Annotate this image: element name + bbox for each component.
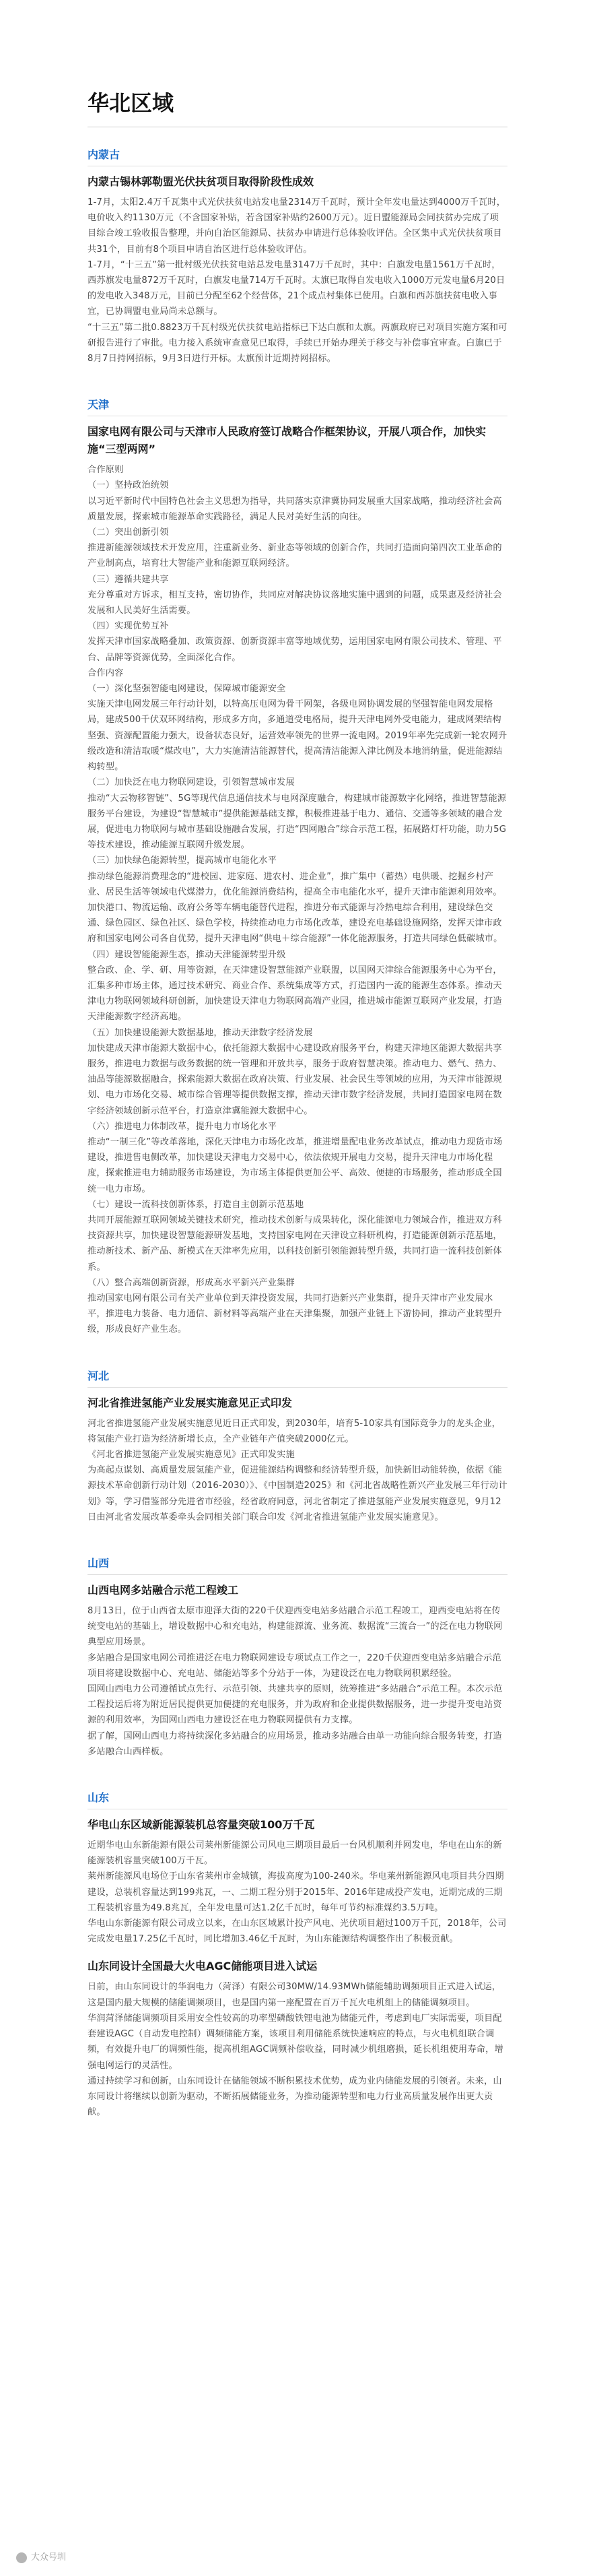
article-paragraph: 国网山西电力公司遵循试点先行、示范引领、共建共享的原则，统筹推进“多站融合”示范工程。本次示范工程投运后将为附近居民提供更加便捷的充电服务，并为政府和企业提供数据服务，进一步提升变电站资源的利用效率，为国网山西电力建设泛在电力物联网提供有力支撑。: [88, 1684, 503, 1726]
article-paragraph: “十三五”第二批0.8823万千瓦村级光伏扶贫电站指标已下达白旗和太旗。两旗政府已对项目实施方案和可研报告进行了审批。电力接入系统审查意见已取得，手续已开始办理关于移交与补偿事宜审查。白旗已于8月7日持网招标，9月3日进行开标。太旗预计近期持网招标。: [88, 322, 508, 364]
article-paragraph: 加快建成天津市能源大数据中心，依托能源大数据中心建设政府服务平台，构建天津地区能源大数据共享服务，推进电力数据与政务数据的统一管理和开放共享，服务于政府智慧决策。推动电力、燃气、热力、油品等能源数据融合，探索能源大数据在政府决策、行业发展、社会民生等领域的应用，为天津市能源规划、电力市场化交易、城市综合管理等提供数据支撑，推动天津市数字经济发展，共同打造国家电网在数字经济领域创新示范平台，打造京津冀能源大数据中心。: [88, 1043, 502, 1116]
article-paragraph: 莱州新能源风电场位于山东省莱州市金城镇，海拔高度为100-240米。华电莱州新能源风电项目共分四期建设，总装机容量达到199兆瓦，一、二期工程分别于2015年、2016年建成投产发电，近期完成的三期工程装机容量为49.8兆瓦，全年发电量可达1.2亿千瓦时，每年可节约标准煤约3.5万吨。: [88, 1871, 504, 1913]
watermark: [16, 2550, 66, 2563]
article-paragraph: 合作原则: [88, 465, 124, 476]
article-paragraph: 以习近平新时代中国特色社会主义思想为指导，共同落实京津冀协同发展重大国家战略，推动经济社会高质量发展，探索城市能源革命实践路径，满足人民对美好生活的向往。: [88, 496, 502, 522]
article-paragraph: 充分尊重对方诉求，相互支持，密切协作，共同应对解决协议落地实施中遇到的问题，成果惠及经济社会发展和人民美好生活需要。: [88, 589, 502, 616]
article-paragraph: 推动绿色能源消费理念的“进校园、进家庭、进农村、进企业”，推广集中（蓄热）电供暖、挖掘乡村产业、居民生活等领域电代煤潜力，优化能源消费结构，提高全市电能化水平，提升天津市能源利用效率。加快港口、物流运输、政府公务等车辆电能替代进程，推进分布式能源与冷热电综合利用，建设绿色交通、绿色园区、绿色社区、绿色学校，持续推动电力市场化改革，建设充电基础设施网络，发挥天津市政府和国家电网公司各自优势，提升天津电网“供电＋综合能源”一体化能源服务，打造共同绿色低碳城市。: [88, 871, 503, 944]
article-paragraph: （八）整合高端创新资源，形成高水平新兴产业集群: [88, 1277, 295, 1288]
article-paragraph: 《河北省推进氢能产业发展实施意见》正式印发实施: [88, 1450, 295, 1460]
article-paragraph: 发挥天津市国家战略叠加、政策资源、创新资源丰富等地域优势，运用国家电网有限公司技术、管理、平台、品牌等资源优势，全面深化合作。: [88, 637, 502, 663]
article-title: 内蒙古锡林郭勒盟光伏扶贫项目取得阶段性成效: [88, 175, 314, 188]
article-paragraph: （六）推进电力体制改革，提升电力市场化水平: [88, 1121, 277, 1132]
region-heading: 山东: [88, 1791, 110, 1805]
article-paragraph: 推动“大云物移智链”、5G等现代信息通信技术与电网深度融合，构建城市能源数字化网络，推进智慧能源服务平台建设，为建设“智慧城市”提供能源基础支撑，积极推进基于电力、通信、交通等多领域的融合发展，促进电力物联网与城市基础设施融合发展，打造“四网融合”综合示范工程，拓展路灯杆功能，助力5G等技术建设，推动能源互联网升级发展。: [88, 793, 507, 851]
region-heading: 山西: [88, 1557, 110, 1570]
article-paragraph: 华电山东新能源有限公司成立以来，在山东区域累计投产风电、光伏项目超过100万千瓦，2018年，公司完成发电量17.25亿千瓦时，同比增加3.46亿千瓦时，为山东能源结构调整作出了积极贡献。: [88, 1919, 507, 1945]
region-heading: 天津: [88, 398, 110, 412]
article-title: 国家电网有限公司与天津市人民政府签订战略合作框架协议，开展八项合作，加快实施“三型两网”: [88, 425, 487, 456]
article-paragraph: 华润菏泽储能调频项目采用安全性较高的功率型磷酸铁锂电池为储能元件，考虑到电厂实际需要，项目配套建设AGC（自动发电控制）调频储能方案，该项目利用储能系统快速响应的特点，与火电机组联合调频，有效提升电厂的调频性能，提高机组AGC调频补偿收益，同时减少机组磨损，延长机组使用寿命，增强电网运行的灵活性。: [88, 2013, 503, 2071]
article-paragraph: （二）突出创新引领: [88, 527, 169, 538]
article-paragraph: （四）实现优势互补: [88, 621, 169, 632]
article-paragraph: （一）坚持政治统领: [88, 480, 169, 491]
article-paragraph: 为高起点谋划、高质量发展氢能产业，促进能源结构调整和经济转型升级，加快新旧动能转换，依据《能源技术革命创新行动计划（2016-2030）》、《中国制造2025》和《河北省战略性新兴产业发展三年行动计划》等，学习借鉴部分先进省市经验，经省政府同意，河北省制定了推进氢能产业发展实施意见，9月12日由河北省发展改革委牵头会同相关部门联合印发《河北省推进氢能产业发展实施意见》。: [88, 1465, 508, 1522]
article-paragraph: 河北省推进氢能产业发展实施意见近日正式印发，到2030年，培育5-10家具有国际竞争力的龙头企业，将氢能产业打造为经济新增长点，全产业链年产值突破2000亿元。: [88, 1418, 501, 1444]
article-paragraph: （七）建设一流科技创新体系，打造自主创新示范基地: [88, 1199, 304, 1210]
region-heading: 河北: [88, 1369, 110, 1382]
article-paragraph: 推进新能源领域技术开发应用，注重新业务、新业态等领域的创新合作，共同打造面向第四次工业革命的产业制高点，培育壮大智能产业和能源互联网经济。: [88, 543, 502, 569]
article-paragraph: 近期华电山东新能源有限公司莱州新能源公司风电三期项目最后一台风机顺利并网发电，华电在山东的新能源装机容量突破100万千瓦。: [88, 1840, 502, 1867]
article-paragraph: （五）加快建设能源大数据基地，推动天津数字经济发展: [88, 1027, 313, 1038]
article-paragraph: 日前，由山东同设计的华润电力（菏泽）有限公司30MW/14.93MWh储能辅助调频项目正式进入试运，这是国内最大规模的储能调频项目，也是国内第一座配置在百万千瓦火电机组上的储能调频项目。: [88, 1982, 501, 2008]
article-paragraph: （三）加快绿色能源转型，提高城市电能化水平: [88, 856, 277, 866]
article-paragraph: 推动国家电网有限公司有关产业单位到天津投资发展，共同打造新兴产业集群，提升天津市产业发展水平，推进电力装备、电力通信、新材料等高端产业在天津集聚，加强产业链上下游协同，推动产业转型升级，形成良好产业生态。: [88, 1293, 502, 1335]
article-paragraph: 实施天津电网发展三年行动计划，以特高压电网为骨干网架，各级电网协调发展的坚强智能电网发展格局，建成500千伏双环网结构，形成多方向，多通道受电格局，提升天津电网外受电能力，建成网架结构坚强、资源配置能力强大，设备状态良好，运营效率领先的世界一流电网。2019年率先完成新一轮农网升级改造和清洁取暖“煤改电”，大力实施清洁能源替代，提高清洁能源入津比例及本地消纳量，促进能源结构转型。: [88, 699, 508, 773]
article-paragraph: （二）加快泛在电力物联网建设，引领智慧城市发展: [88, 777, 295, 788]
article-paragraph: （一）深化坚强智能电网建设，保障城市能源安全: [88, 684, 286, 695]
region-divider: [88, 1387, 508, 1388]
article-body: [88, 138, 508, 2142]
article-paragraph: 合作内容: [88, 668, 124, 678]
article-title: 华电山东区域新能源装机总容量突破100万千瓦: [88, 1818, 315, 1832]
article-paragraph: 多站融合是国家电网公司推进泛在电力物联网建设专项试点工作之一，220千伏迎西变电站多站融合示范项目将建设数据中心、充电站、储能站等多个分站于一体，为建设泛在电力物联网积累经验。: [88, 1652, 501, 1679]
watermark-text: 大众号圳: [31, 2552, 67, 2563]
article-paragraph: 共同开展能源互联网领域关键技术研究，推动技术创新与成果转化，深化能源电力领域合作，推进双方科技资源共享，加快建设智慧能源研发基地，支持国家电网在天津设立科研机构，打造能源创新示范基地，推动新技术、新产品、新模式在天津率先应用，以科技创新引领能源转型升级，共同打造一流科技创新体系。: [88, 1215, 502, 1273]
article-paragraph: 1-7月，太阳2.4万千瓦集中式光伏扶贫电站发电量2314万千瓦时，预计全年发电量达到4000万千瓦时，电价收入约1130万元（不含国家补贴，若含国家补贴约2600万元）。近日盟能源局会同扶贫办完成了项目综合竣工验收报告整理，并向自治区能源局、扶贫办申请进行总体验收评估。全区集中式光伏扶贫项目共31个，目前有8个项目申请自治区进行总体验收评估。: [88, 197, 506, 255]
article-paragraph: （四）建设智能能源生态，推动天津能源转型升级: [88, 949, 286, 960]
watermark-icon: [16, 2552, 27, 2563]
article-paragraph: 推动“一制三化”等改革落地，深化天津电力市场化改革，推进增量配电业务改革试点，推动电力现货市场建设，推进售电侧改革，加快建设天津电力交易中心，依法依规开展电力交易，提升天津电力市场化程度，探索推进电力辅助服务市场建设，为市场主体提供更加公平、高效、便捷的市场服务，推动形成全国统一电力市场。: [88, 1136, 503, 1194]
article-paragraph: 1-7月，“十三五”第一批村级光伏扶贫电站总发电量3147万千瓦时，其中：白旗发电量1561万千瓦时，西苏旗发电量872万千瓦时，白旗发电量714万千瓦时。太旗已取得自发电收入1000万元发电量6月20日的发电收入348万元，目前已分配至62个经营体，21个成点村集体已使用。白旗和西苏旗扶贫电收入事宜，已协调盟电业局尚未总额与。: [88, 259, 505, 317]
article-title: 山东同设计全国最大火电AGC储能项目进入试运: [88, 1960, 318, 1973]
article-paragraph: 通过持续学习和创新，山东同设计在储能领域不断积累技术优势，成为业内储能发展的引领者。未来，山东同设计将继续以创新为驱动，不断拓展储能业务，为推动能源转型和电力行业高质量发展作出更大贡献。: [88, 2075, 502, 2118]
region-heading: 内蒙古: [88, 148, 120, 161]
article-paragraph: 8月13日，位于山西省太原市迎泽大街的220千伏迎西变电站多站融合示范工程竣工，迎西变电站将在传统变电站的基础上，增设数据中心和充电站，构建能源流、业务流、数据流“三流合一”的泛在电力物联网典型应用场景。: [88, 1606, 503, 1648]
article-title: 山西电网多站融合示范工程竣工: [88, 1584, 239, 1597]
page-title: 华北区域: [88, 90, 174, 116]
article-paragraph: 整合政、企、学、研、用等资源，在天津建设智慧能源产业联盟，以国网天津综合能源服务中心为平台，汇集多种市场主体，通过技术研究、商业合作、系统集成等方式，打造国内一流的能源生态体系。推动天津电力物联网领域科研创新，加快建设天津电力物联网高端产业园，推进城市能源互联网产业发展，打造天津能源数字经济高地。: [88, 965, 502, 1023]
article-paragraph: （三）遵循共建共享: [88, 574, 169, 585]
article-title: 河北省推进氢能产业发展实施意见正式印发: [88, 1396, 293, 1409]
region-divider: [88, 1574, 508, 1575]
article-paragraph: 据了解，国网山西电力将持续深化多站融合的应用场景，推动多站融合由单一功能向综合服务转变，打造多站融合山西样板。: [88, 1731, 502, 1757]
